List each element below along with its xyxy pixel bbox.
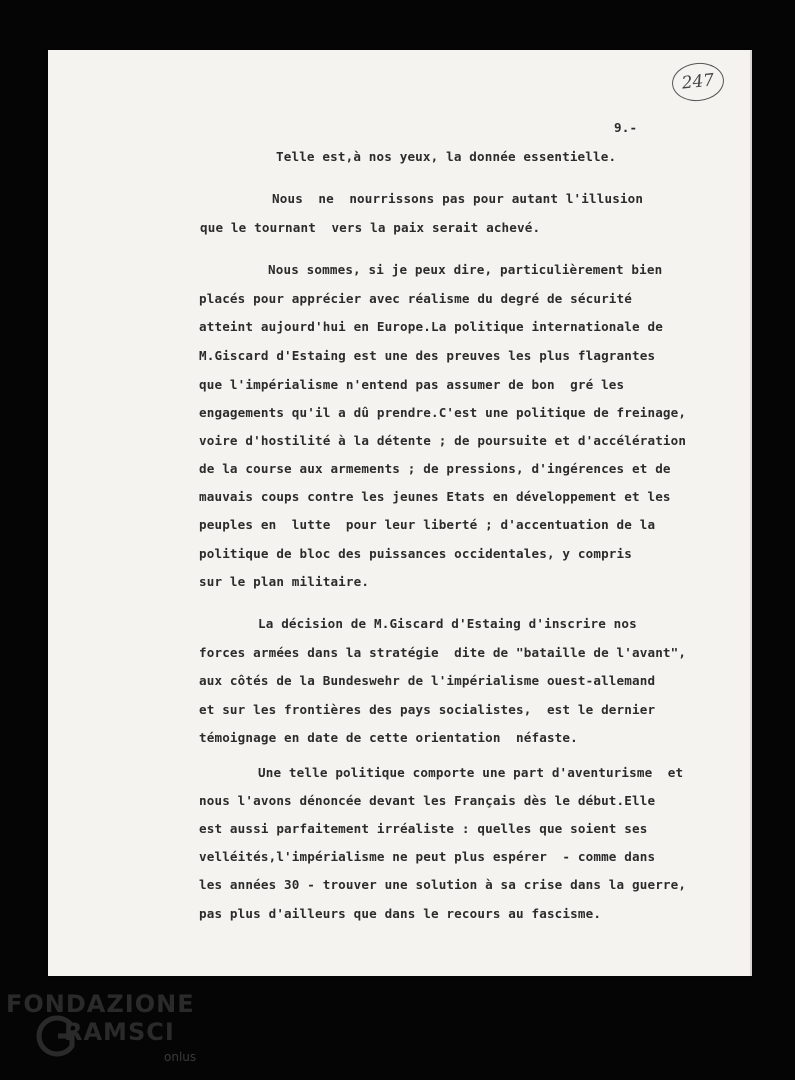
- text-line: M.Giscard d'Estaing est une des preuves les plus flagrantes: [199, 348, 656, 363]
- document-page: [48, 50, 750, 976]
- text-line: Telle est,à nos yeux, la donnée essentielle.: [276, 149, 617, 164]
- logo-onlus: onlus: [164, 1050, 197, 1064]
- text-line: pas plus d'ailleurs que dans le recours au fascisme.: [199, 906, 602, 921]
- logo-line-1: FONDAZIONE: [6, 990, 195, 1018]
- text-line: La décision de M.Giscard d'Estaing d'inscrire nos: [258, 616, 637, 631]
- page-number: 9.-: [614, 120, 638, 135]
- text-line: atteint aujourd'hui en Europe.La politique internationale de: [199, 319, 663, 334]
- text-line: voire d'hostilité à la détente ; de poursuite et d'accélération: [199, 433, 687, 448]
- text-line: placés pour apprécier avec réalisme du degré de sécurité: [199, 291, 632, 306]
- text-line: de la course aux armements ; de pressions, d'ingérences et de: [199, 461, 671, 476]
- text-line: les années 30 - trouver une solution à sa crise dans la guerre,: [199, 877, 687, 892]
- text-line: Nous sommes, si je peux dire, particulièrement bien: [268, 262, 663, 277]
- text-line: politique de bloc des puissances occidentales, y compris: [199, 546, 632, 561]
- archive-stamp: 247: [670, 60, 726, 103]
- text-line: forces armées dans la stratégie dite de "bataille de l'avant",: [199, 645, 687, 660]
- text-line: Une telle politique comporte une part d'aventurisme et: [258, 765, 684, 780]
- logo-line-2: RAMSCI: [64, 1018, 175, 1046]
- fondazione-gramsci-logo: [6, 990, 206, 1080]
- text-line: sur le plan militaire.: [199, 574, 370, 589]
- text-line: mauvais coups contre les jeunes Etats en développement et les: [199, 489, 671, 504]
- text-line: engagements qu'il a dû prendre.C'est une politique de freinage,: [199, 405, 687, 420]
- text-line: aux côtés de la Bundeswehr de l'impérialisme ouest-allemand: [199, 673, 656, 688]
- text-line: est aussi parfaitement irréaliste : quelles que soient ses: [199, 821, 648, 836]
- text-line: Nous ne nourrissons pas pour autant l'illusion: [272, 191, 644, 206]
- text-line: et sur les frontières des pays socialistes, est le dernier: [199, 702, 656, 717]
- text-line: que l'impérialisme n'entend pas assumer de bon gré les: [199, 377, 625, 392]
- text-line: velléités,l'impérialisme ne peut plus espérer - comme dans: [199, 849, 656, 864]
- text-line: que le tournant vers la paix serait achevé.: [200, 220, 541, 235]
- text-line: nous l'avons dénoncée devant les Français dès le début.Elle: [199, 793, 656, 808]
- page-edge: [750, 50, 752, 976]
- text-line: peuples en lutte pour leur liberté ; d'accentuation de la: [199, 517, 656, 532]
- text-line: témoignage en date de cette orientation néfaste.: [199, 730, 578, 745]
